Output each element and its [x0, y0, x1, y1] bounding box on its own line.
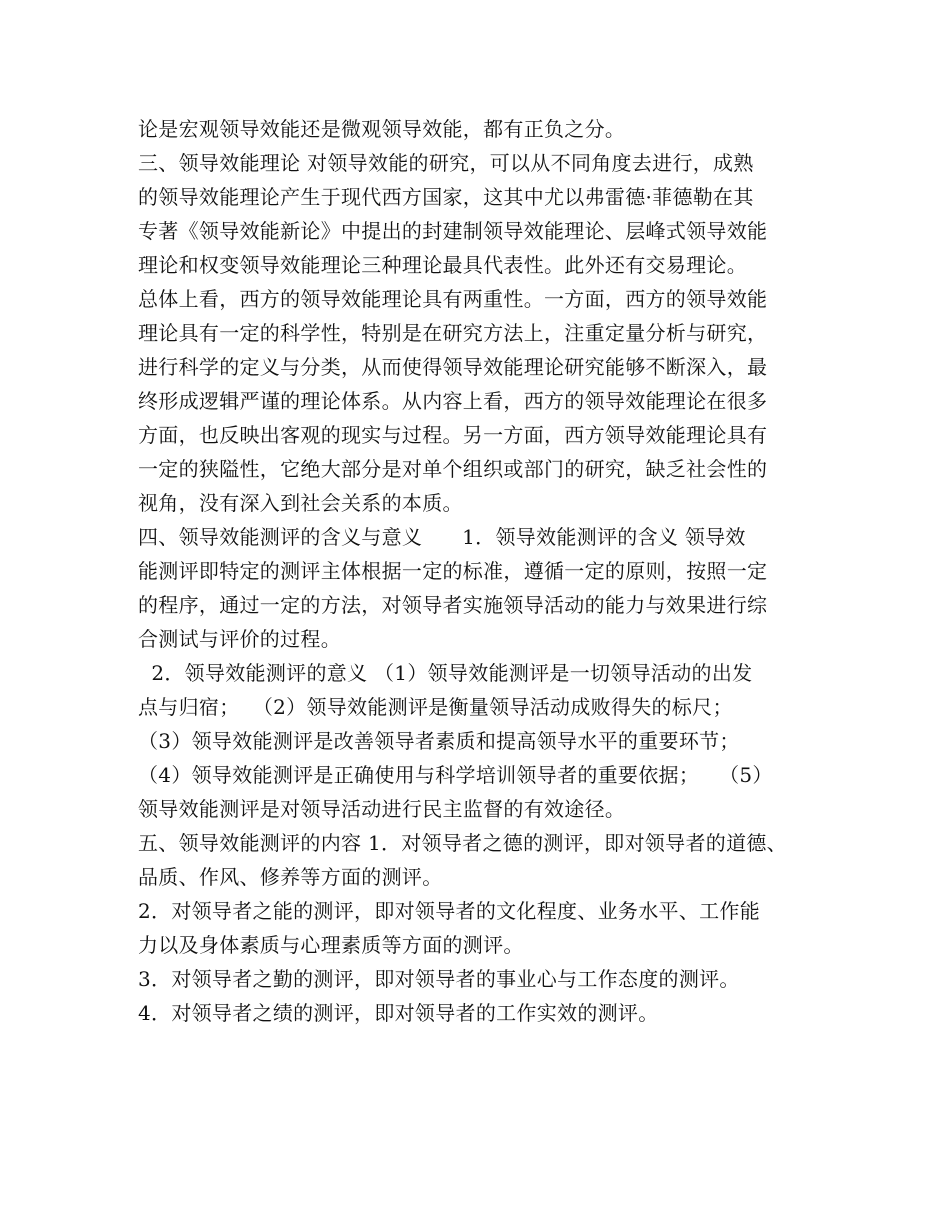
text-line: 四、领导效能测评的含义与意义 1．领导效能测评的含义 领导效: [138, 525, 746, 549]
text-line: 点与归宿； （2）领导效能测评是衡量领导活动成败得失的标尺；: [138, 695, 733, 719]
text-line: 理论和权变领导效能理论三种理论最具代表性。此外还有交易理论。: [138, 253, 747, 277]
text-line: 视角，没有深入到社会关系的本质。: [138, 491, 463, 515]
text-line: 一定的狭隘性，它绝大部分是对单个组织或部门的研究，缺乏社会性的: [138, 457, 768, 481]
document-body: [138, 112, 838, 1030]
text-line: 的程序，通过一定的方法，对领导者实施领导活动的能力与效果进行综: [138, 593, 768, 617]
text-line: 的领导效能理论产生于现代西方国家，这其中尤以弗雷德·菲德勒在其: [138, 185, 754, 209]
text-line: 领导效能测评是对领导活动进行民主监督的有效途径。: [138, 797, 626, 821]
text-line: 合测试与评价的过程。: [138, 627, 341, 651]
text-line: 力以及身体素质与心理素质等方面的测评。: [138, 933, 524, 957]
text-line: 总体上看，西方的领导效能理论具有两重性。一方面，西方的领导效能: [138, 287, 768, 311]
text-line: 理论具有一定的科学性，特别是在研究方法上，注重定量分析与研究，: [138, 321, 768, 345]
text-line: （3）领导效能测评是改善领导者素质和提高领导水平的重要环节；: [138, 729, 740, 753]
text-line: 进行科学的定义与分类，从而使得领导效能理论研究能够不断深入，最: [138, 355, 768, 379]
text-line: （4）领导效能测评是正确使用与科学培训领导者的重要依据； （5）: [138, 763, 773, 787]
text-line: 终形成逻辑严谨的理论体系。从内容上看，西方的领导效能理论在很多: [138, 389, 768, 413]
text-line: 2．领导效能测评的意义 （1）领导效能测评是一切领导活动的出发: [138, 661, 753, 685]
text-line: 三、领导效能理论 对领导效能的研究，可以从不同角度去进行，成熟: [138, 151, 754, 175]
text-line: 4．对领导者之绩的测评，即对领导者的工作实效的测评。: [138, 1001, 659, 1025]
text-line: 专著《领导效能新论》中提出的封建制领导效能理论、层峰式领导效能: [138, 219, 768, 243]
text-line: 3．对领导者之勤的测评，即对领导者的事业心与工作态度的测评。: [138, 967, 740, 991]
text-line: 2．对领导者之能的测评，即对领导者的文化程度、业务水平、工作能: [138, 899, 761, 923]
text-line: 能测评即特定的测评主体根据一定的标准，遵循一定的原则，按照一定: [138, 559, 768, 583]
text-line: 五、领导效能测评的内容 1．对领导者之德的测评，即对领导者的道德、: [138, 831, 787, 855]
text-line: 品质、作风、修养等方面的测评。: [138, 865, 443, 889]
text-line: 方面，也反映出客观的现实与过程。另一方面，西方领导效能理论具有: [138, 423, 768, 447]
text-line: 论是宏观领导效能还是微观领导效能，都有正负之分。: [138, 117, 626, 141]
